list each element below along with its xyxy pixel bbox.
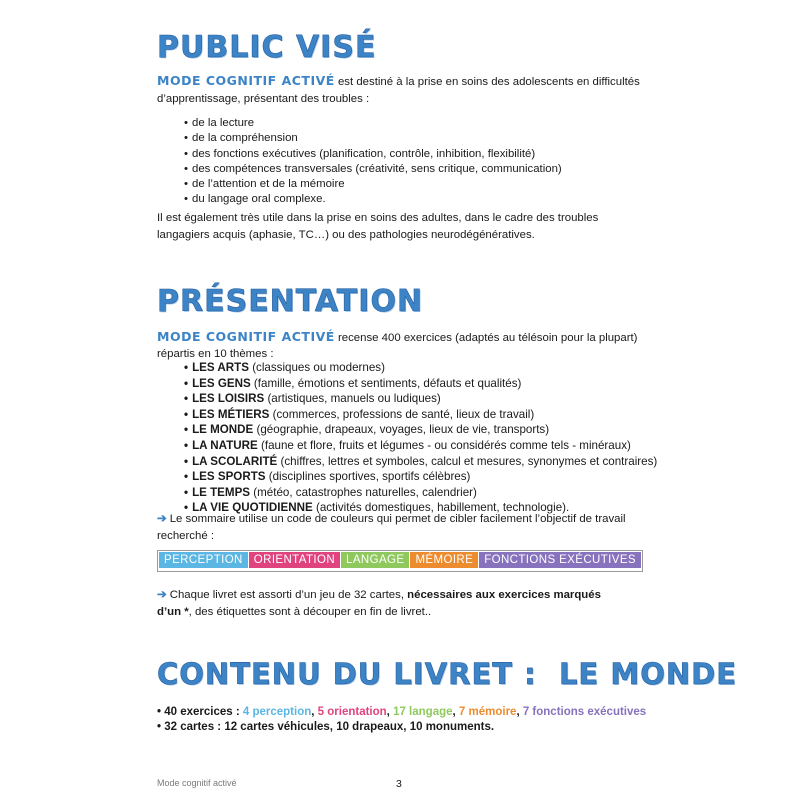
presentation-intro: MODE COGNITIF ACTIVÉ recense 400 exercices (adaptés au télésoin pour la plupart) répartis en 10 thèmes : <box>157 329 638 360</box>
public-intro: MODE COGNITIF ACTIVÉ est destiné à la prise en soins des adolescents en difficultés d’apprentissage, présentant des troubles : <box>157 73 640 105</box>
count-perception: 4 perception <box>242 706 312 718</box>
theme-item: • LES ARTS (classiques ou modernes) <box>184 360 657 376</box>
exercise-summary: • 40 exercices : 4 perception, 5 orientation, 17 langage, 7 mémoire, 7 fonctions exécutives <box>157 706 647 718</box>
theme-item: • LA NATURE (faune et flore, fruits et légumes - ou considérés comme tels - minéraux) <box>184 438 657 454</box>
public-outro: Il est également très utile dans la prise en soins des adultes, dans le cadre des troubles langagiers acquis (aphasie, TC…) ou des pathologies neurodégénératives. <box>157 212 599 241</box>
theme-item: • LA VIE QUOTIDIENNE (activités domestiques, habillement, technologie). <box>184 500 657 516</box>
legend-langage: LANGAGE <box>341 552 410 568</box>
arrow-icon: ➔ <box>157 513 167 525</box>
color-legend <box>157 550 643 572</box>
section-title-presentation: PRÉSENTATION <box>157 284 424 319</box>
footer-label: Mode cognitif activé <box>157 778 237 788</box>
count-fonctions-executives: 7 fonctions exécutives <box>522 706 647 718</box>
theme-item: • LE TEMPS (météo, catastrophes naturelles, calendrier) <box>184 485 657 501</box>
brand-name: MODE COGNITIF ACTIVÉ <box>157 73 335 88</box>
legend-perception: PERCEPTION <box>159 552 249 568</box>
list-item: • de l’attention et de la mémoire <box>184 177 562 192</box>
count-orientation: 5 orientation <box>317 706 387 718</box>
list-item: • des fonctions exécutives (planification, contrôle, inhibition, flexibilité) <box>184 147 562 162</box>
color-code-note: ➔ Le sommaire utilise un code de couleurs qui permet de cibler facilement l’objectif de travail recherché : <box>157 513 626 542</box>
count-memoire: 7 mémoire <box>458 706 517 718</box>
list-item: • des compétences transversales (créativité, sens critique, communication) <box>184 162 562 177</box>
count-langage: 17 langage <box>393 706 453 718</box>
list-item: • du langage oral complexe. <box>184 192 562 207</box>
theme-item: • LA SCOLARITÉ (chiffres, lettres et symboles, calcul et mesures, synonymes et contraires) <box>184 454 657 470</box>
section-title-public: PUBLIC VISÉ <box>157 30 377 65</box>
arrow-icon: ➔ <box>157 589 167 601</box>
list-item: • de la compréhension <box>184 131 562 146</box>
cards-note: ➔ Chaque livret est assorti d’un jeu de 32 cartes, nécessaires aux exercices marqués d’un *, des étiquettes sont à découper en fin de livret.. <box>157 589 601 618</box>
theme-item: • LES MÉTIERS (commerces, professions de santé, lieux de travail) <box>184 407 657 423</box>
page-number: 3 <box>396 778 402 790</box>
public-bullet-list <box>184 116 562 208</box>
section-title-contenu: CONTENU DU LIVRET : LE MONDE <box>157 657 737 691</box>
theme-item: • LES LOISIRS (artistiques, manuels ou ludiques) <box>184 391 657 407</box>
theme-item: • LES SPORTS (disciplines sportives, sportifs célèbres) <box>184 469 657 485</box>
theme-list <box>184 360 657 516</box>
brand-name: MODE COGNITIF ACTIVÉ <box>157 329 335 344</box>
list-item: • de la lecture <box>184 116 562 131</box>
legend-memoire: MÉMOIRE <box>410 552 479 568</box>
theme-item: • LE MONDE (géographie, drapeaux, voyages, lieux de vie, transports) <box>184 422 657 438</box>
cards-summary: • 32 cartes : 12 cartes véhicules, 10 drapeaux, 10 monuments. <box>157 721 495 733</box>
legend-fonctions-executives: FONCTIONS EXÉCUTIVES <box>479 552 641 568</box>
legend-orientation: ORIENTATION <box>249 552 341 568</box>
theme-item: • LES GENS (famille, émotions et sentiments, défauts et qualités) <box>184 376 657 392</box>
